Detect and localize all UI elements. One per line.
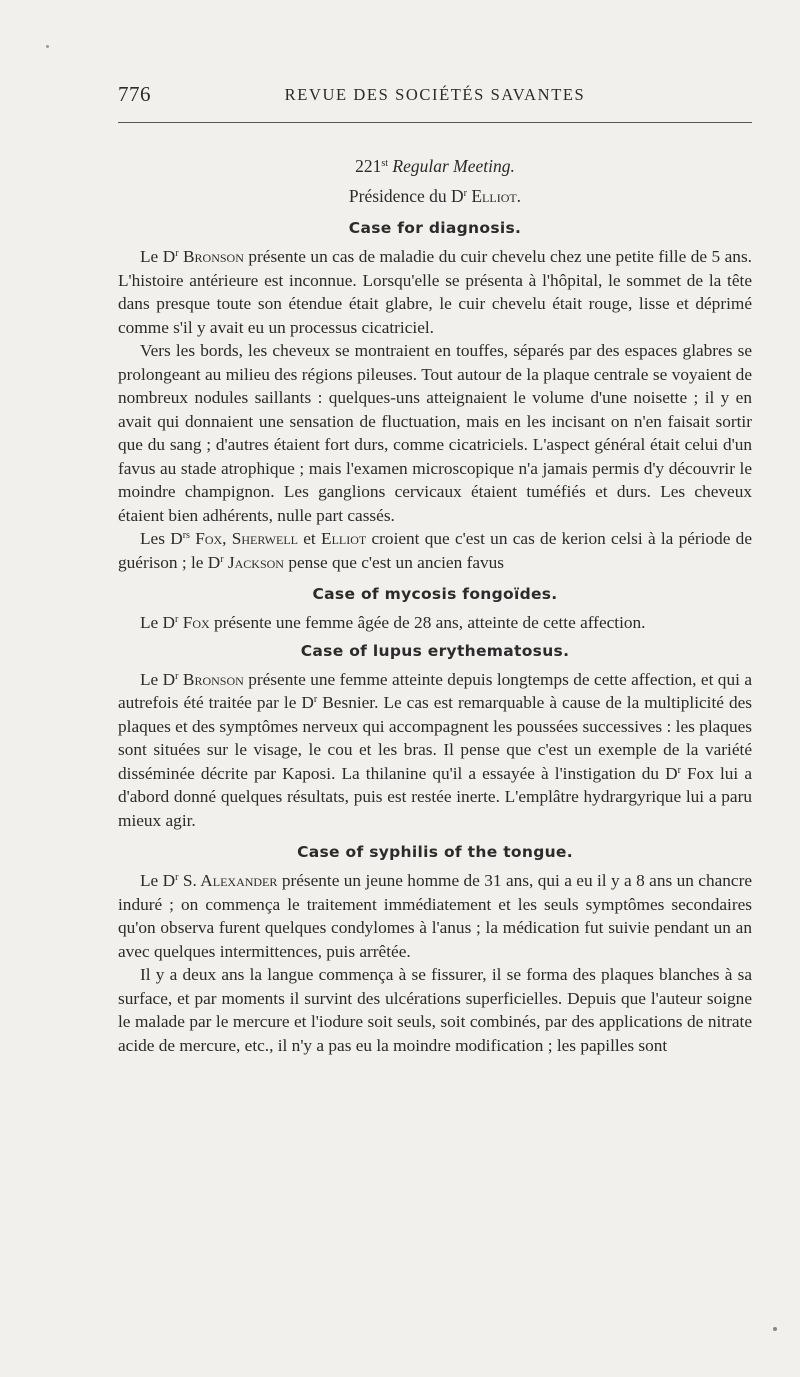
text: présente un cas de maladie du cuir chevelu chez une petite fille de 5 ans. L'histoire antérieure est inconnue. Lorsqu'elle se présenta à l'hôpital, le sommet de la tête dans presque toute son étendue était glabre, le cuir chevelu était rouge, lisse et déprimé comme s'il y avait eu un processus cicatriciel. xyxy=(118,247,752,337)
running-title: REVUE DES SOCIÉTÉS SAVANTES xyxy=(284,85,586,104)
meeting-number-suffix: st xyxy=(381,158,389,169)
author-name: S. Alexander xyxy=(182,871,278,890)
case2-paragraph-1 xyxy=(118,611,752,635)
text: Fox lui a d'abord donné quelques résultats, puis est restée inerte. L'emplâtre hydrargyrique lui a paru mieux agir. xyxy=(118,763,752,830)
text: Le D xyxy=(140,871,176,890)
text: pense que c'est un ancien favus xyxy=(288,552,504,572)
text-sup: r xyxy=(677,764,681,776)
case-heading-lupus: Case of lupus erythematosus. xyxy=(300,641,570,660)
text-sup: r xyxy=(313,694,318,705)
author-name: Bronson xyxy=(183,247,244,266)
text: croient que c'est un cas de kerion celsi à la période de guérison ; le D xyxy=(118,529,752,572)
text: présente un jeune homme de 31 ans, qui a eu il y a 8 ans un chancre induré ; on commença le traitement immédiatement et les seuls symptômes secondaires qu'on observa furent quelques condylomes à l'anus ; la médication fut suivie pendant un an avec quelques intermittences, puis arrêtée. xyxy=(118,871,753,961)
text-sup: r xyxy=(175,248,179,259)
presidency-line xyxy=(118,185,752,209)
text: présente une femme âgée de 28 ans, atteinte de cette affection. xyxy=(213,613,646,632)
author-name: Jackson xyxy=(227,552,284,572)
text: Le D xyxy=(140,247,176,266)
meeting-number: 221 xyxy=(355,156,382,176)
author-name: Fox xyxy=(182,613,210,632)
author-name: Elliot xyxy=(321,529,367,548)
case4-paragraph-2: Il y a deux ans la langue commença à se fissurer, il se forma des plaques blanches à sa surface, et par moments il survint des ulcérations superficielles. Depuis que l'auteur soigne le malade par le mercure et l'iodure soit seuls, soit combinés, par des applications de nitrate acide de mercure, etc., il n'y a pas eu la moindre modification ; les papilles sont xyxy=(118,965,752,1055)
page-number: 776 xyxy=(118,82,151,106)
presidency-name: Elliot. xyxy=(471,185,522,206)
text-sup: r xyxy=(220,553,224,565)
case1-paragraph-1 xyxy=(118,245,752,339)
page-speck xyxy=(46,45,49,48)
text-sup: r xyxy=(175,614,179,625)
text: et xyxy=(303,529,316,548)
article-body xyxy=(118,155,752,1057)
text-sup: rs xyxy=(182,530,190,541)
case-heading-diagnosis: Case for diagnosis. xyxy=(348,219,522,237)
case3-paragraph-1 xyxy=(118,668,752,833)
case-heading-syphilis: Case of syphilis of the tongue. xyxy=(297,843,573,861)
text: Le D xyxy=(140,669,176,689)
header-rule xyxy=(118,122,752,123)
author-name: Bronson xyxy=(182,669,244,689)
text: Besnier. Le cas est remarquable à cause de la multiplicité des plaques et des symptômes nerveux qui accompagnent les poussées successives : les plaques sont situées sur le visage, le cou et les bras. Il pense que c'est un exemple de la variété disséminée décrite par Kaposi. La thilanine qu'il a essayée à l'instigation du D xyxy=(118,693,752,783)
page-header xyxy=(118,82,752,112)
text-sup: r xyxy=(175,872,179,883)
case1-paragraph-2: Vers les bords, les cheveux se montraient en touffes, séparés par des espaces glabres se prolongeant au milieu des régions pileuses. Tout autour de la plaque centrale se voyaient de nombreux nodules saillants : quelques-uns atteignaient le volume d'une noisette ; il y en avait qui donnaient une sensation de fluctuation, mais en les incisant on n'en faisait sortir que du sang ; d'autres étaient fort durs, comme cicatriciels. L'aspect général était celui d'un favus au stade atrophique ; mais l'examen microscopique n'a jamais permis d'y découvrir le moindre champignon. Les ganglions cervicaux étaient tuméfiés et durs. Les cheveux étaient bien adhérents, nulle part cassés. xyxy=(118,341,752,525)
case4-paragraph-1 xyxy=(118,869,752,963)
case-heading-mycosis: Case of mycosis fongoïdes. xyxy=(312,585,558,603)
page-speck xyxy=(773,1327,777,1331)
meeting-name: Regular Meeting. xyxy=(392,156,515,176)
text-sup: r xyxy=(175,670,179,682)
author-names: Fox, Sherwell xyxy=(195,529,298,548)
presidency-prefix: Présidence du D xyxy=(348,185,464,206)
presidency-sup: r xyxy=(463,187,467,199)
meeting-title xyxy=(118,155,752,179)
text: Le D xyxy=(140,613,176,632)
text: présente une femme atteinte depuis longtemps de cette affection, et qui a autrefois été traitée par le D xyxy=(118,669,752,712)
case1-paragraph-3 xyxy=(118,527,752,574)
text: Les D xyxy=(140,529,183,548)
